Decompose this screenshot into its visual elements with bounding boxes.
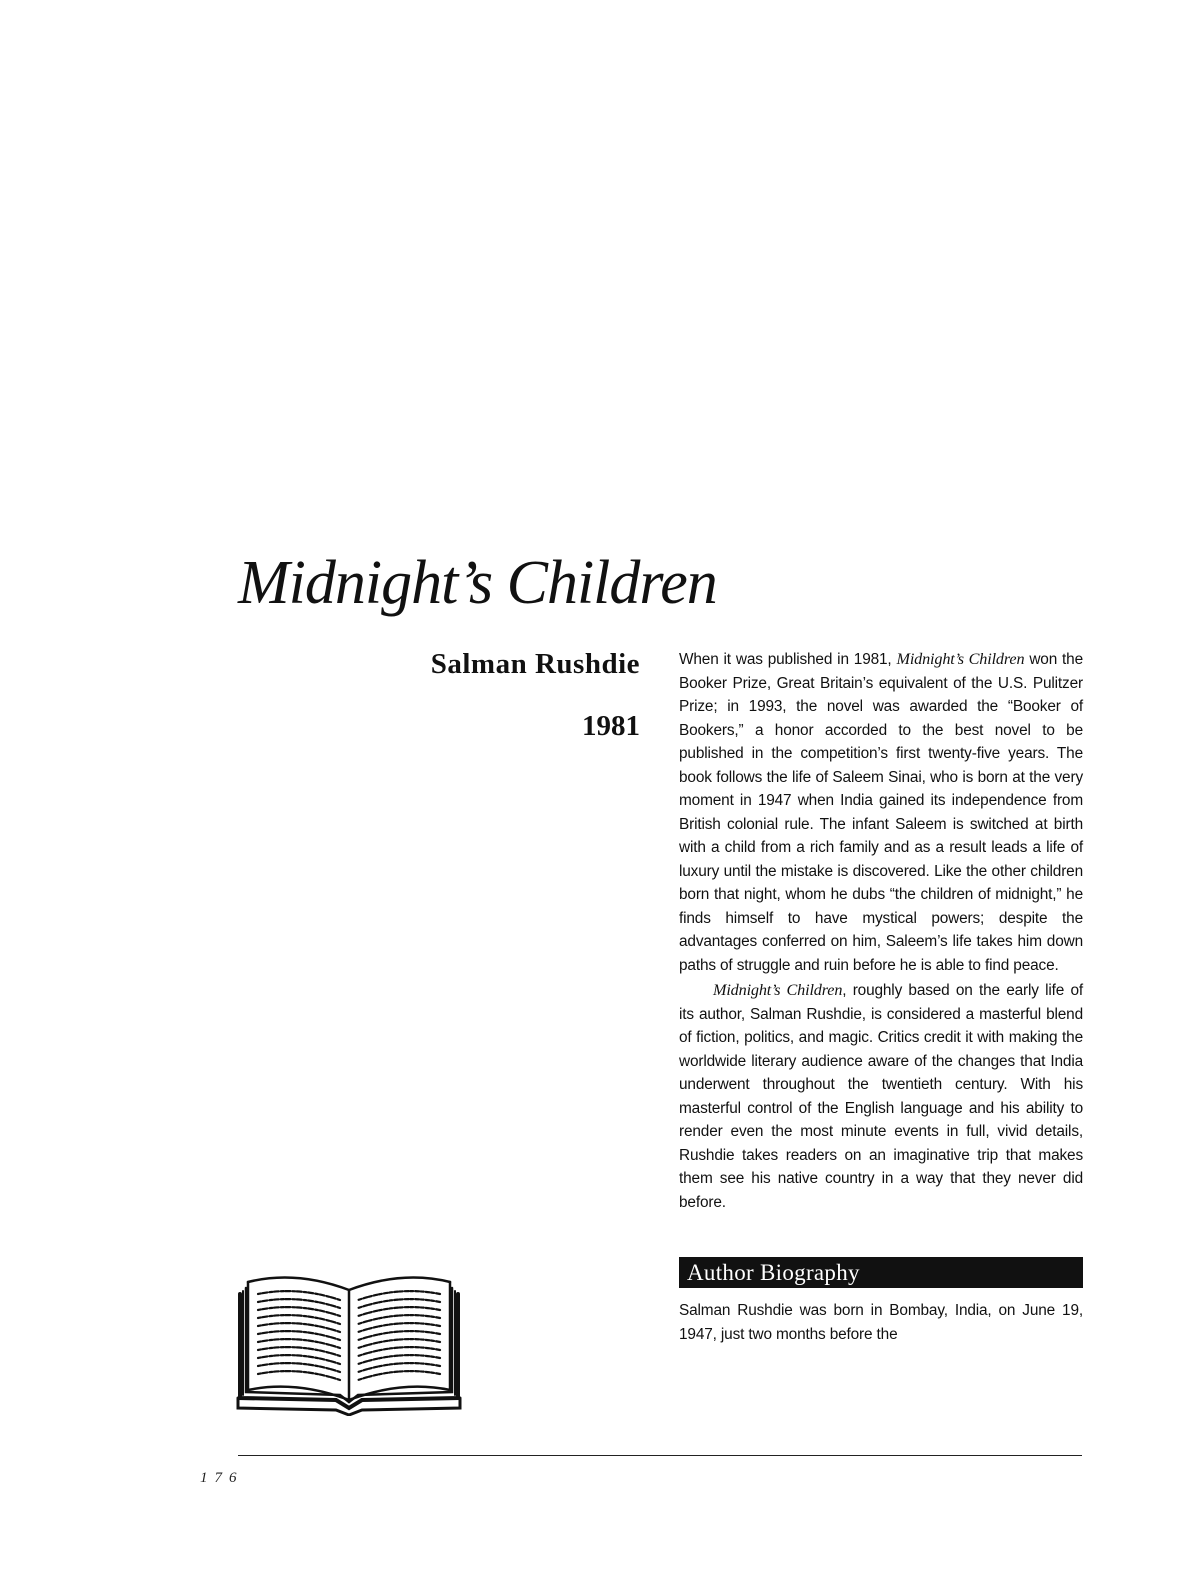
biography-paragraph-1: Salman Rushdie was born in Bombay, India, on June 19, 1947, just two months before the (679, 1302, 1083, 1343)
publication-year: 1981 (582, 710, 640, 742)
page-number: 176 (200, 1470, 244, 1486)
main-text-column (679, 648, 1083, 1346)
intro-paragraph-1: When it was published in 1981, Midnight’s Children won the Booker Prize, Great Britain’s equivalent of the U.S. Pulitzer Prize; in 1993, the novel was awarded the “Booker of Bookers,” a honor accorded to the best novel to be published in the competition’s first twenty-five years. The book follows the life of Saleem Sinai, who is born at the very moment in 1947 when India gained its independence from British colonial rule. The infant Saleem is switched at birth with a child from a rich family and as a result leads a life of luxury until the mistake is discovered. Like the other children born that night, whom he dubs “the children of midnight,” he finds himself to have mystical powers; despite the advantages conferred on him, Saleem’s life takes him down paths of struggle and ruin before he is able to find peace. (679, 650, 1083, 974)
intro-paragraph-2: Midnight’s Children, roughly based on the early life of its author, Salman Rushdie, is considered a masterful blend of fiction, politics, and magic. Critics credit it with making the worldwide literary audience aware of the changes that India underwent throughout the twentieth century. With his masterful control of the English language and his ability to render even the most minute events in full, vivid details, Rushdie takes readers on an imaginative trip that makes them see his native country in a way that they never did before. (679, 981, 1084, 1211)
author-name: Salman Rushdie (430, 648, 640, 680)
book-drawing (238, 1278, 460, 1416)
footer-rule (238, 1455, 1082, 1456)
book-title-emphasis: Midnight’s Children (713, 981, 843, 999)
book-title: Midnight’s Children (238, 549, 717, 617)
open-book-icon (236, 1260, 462, 1416)
book-title-emphasis: Midnight’s Children (896, 650, 1025, 668)
author-biography-heading: Author Biography (679, 1257, 1083, 1288)
